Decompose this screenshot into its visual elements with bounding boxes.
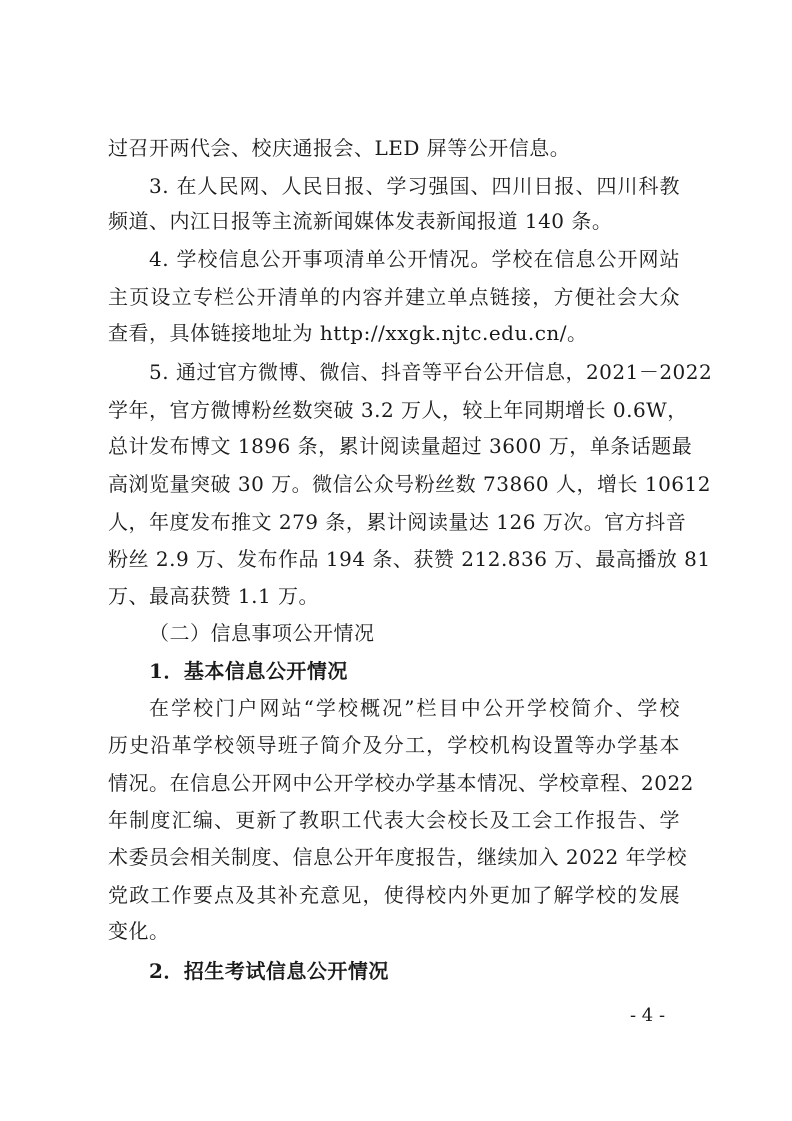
paragraph-line: 总计发布博文 1896 条，累计阅读量超过 3600 万，单条话题最 <box>108 434 693 458</box>
paragraph-line: 人，年度发布推文 279 条，累计阅读量达 126 万次。官方抖音 <box>108 510 687 534</box>
paragraph-line: 术委员会相关制度、信息公开年度报告，继续加入 2022 年学校 <box>108 845 688 869</box>
subsection-heading: 2．招生考试信息公开情况 <box>149 959 389 983</box>
paragraph-line: 年制度汇编、更新了教职工代表大会校长及工会工作报告、学 <box>108 808 680 832</box>
page-number: - 4 - <box>630 1005 666 1026</box>
paragraph-line: 粉丝 2.9 万、发布作品 194 条、获赞 212.836 万、最高播放 81 <box>108 547 711 571</box>
paragraph-line: 主页设立专栏公开清单的内容并建立单点链接，方便社会大众 <box>108 285 680 309</box>
paragraph-line: 变化。 <box>108 919 170 943</box>
paragraph-line: 在学校门户网站“学校概况”栏目中公开学校简介、学校 <box>149 696 680 720</box>
paragraph-line: 查看，具体链接地址为 http://xxgk.njtc.edu.cn/。 <box>108 321 588 345</box>
paragraph-line: 历史沿革学校领导班子简介及分工，学校机构设置等办学基本 <box>108 733 680 757</box>
subsection-heading: 1．基本信息公开情况 <box>149 659 348 683</box>
paragraph-line: 过召开两代会、校庆通报会、LED 屏等公开信息。 <box>108 136 571 160</box>
paragraph-line: 党政工作要点及其补充意见，使得校内外更加了解学校的发展 <box>108 883 680 907</box>
paragraph-line: 万、最高获赞 1.1 万。 <box>108 584 320 608</box>
paragraph-line: 高浏览量突破 30 万。微信公众号粉丝数 73860 人，增长 10612 <box>108 472 711 496</box>
paragraph-line: 5. 通过官方微博、微信、抖音等平台公开信息，2021－2022 <box>149 360 713 384</box>
paragraph-line: 4. 学校信息公开事项清单公开情况。学校在信息公开网站 <box>149 247 680 271</box>
paragraph-line: 情况。在信息公开网中公开学校办学基本情况、学校章程、2022 <box>108 771 694 795</box>
paragraph-line: 3. 在人民网、人民日报、学习强国、四川日报、四川科教 <box>149 174 680 198</box>
section-heading: （二）信息事项公开情况 <box>149 621 375 645</box>
paragraph-line: 频道、内江日报等主流新闻媒体发表新闻报道 140 条。 <box>108 209 613 233</box>
paragraph-line: 学年，官方微博粉丝数突破 3.2 万人，较上年同期增长 0.6W， <box>108 398 688 422</box>
